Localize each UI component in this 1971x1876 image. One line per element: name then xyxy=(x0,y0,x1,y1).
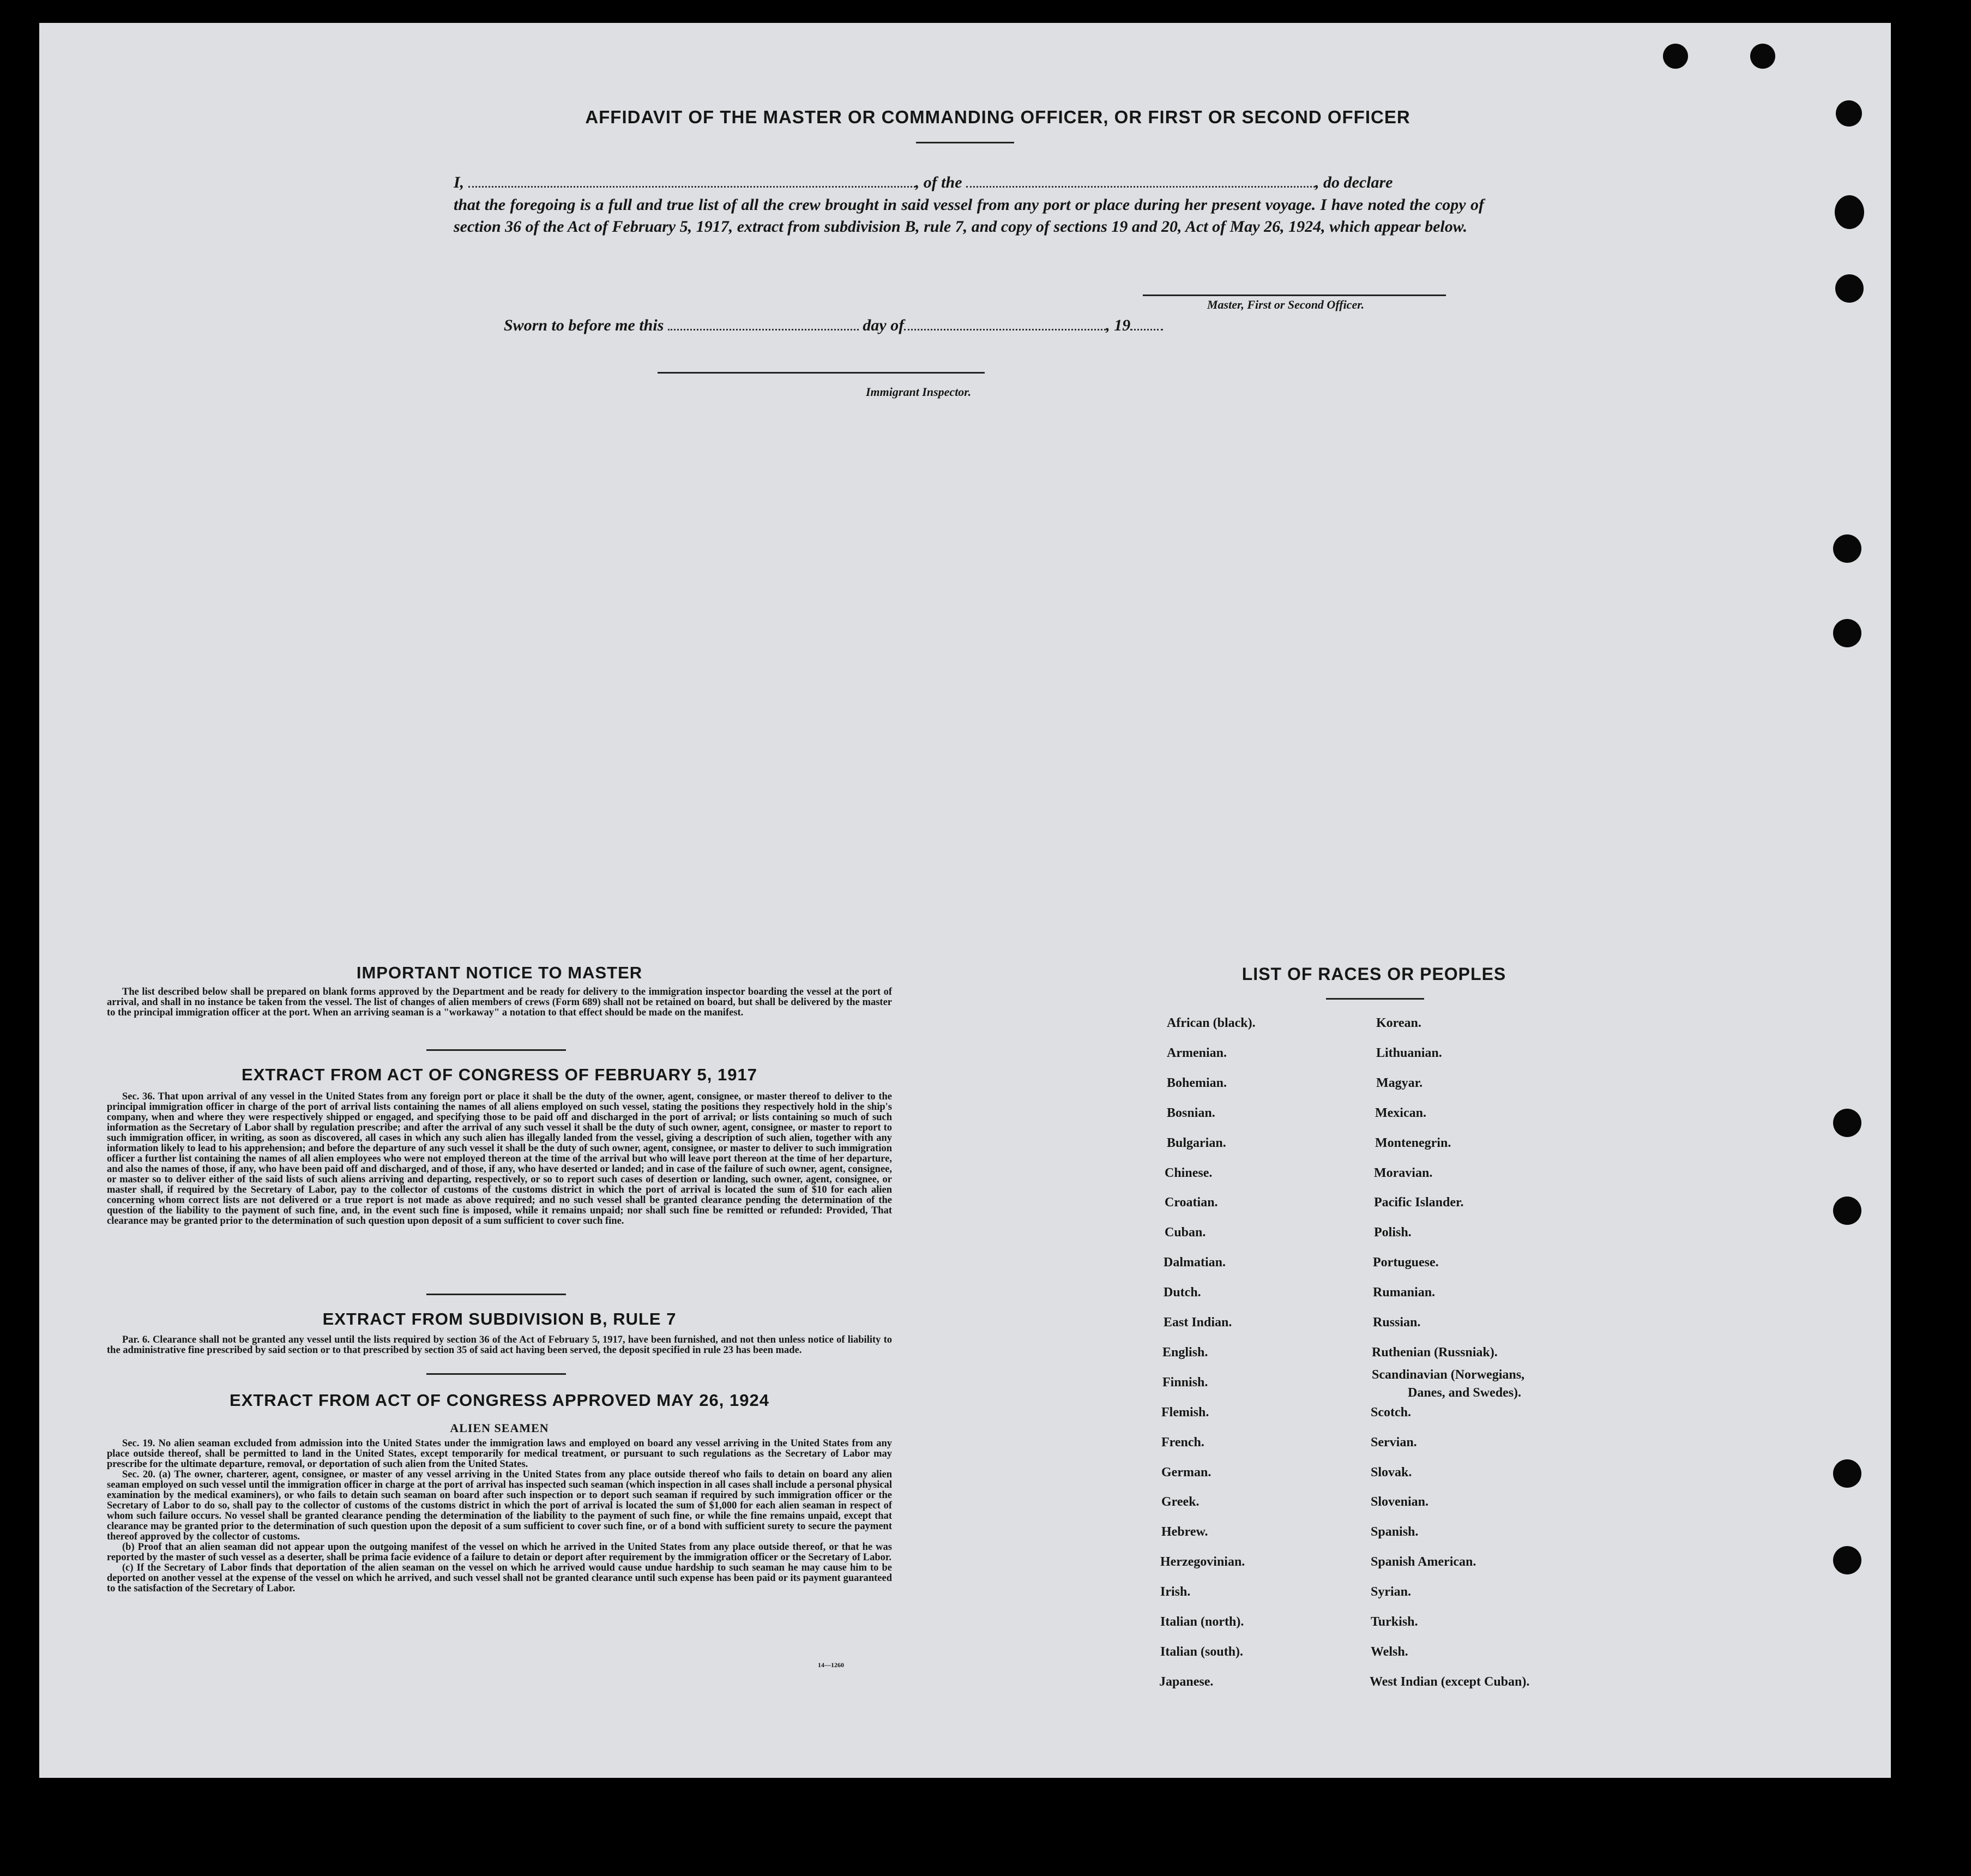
race-item: Portuguese. xyxy=(1373,1255,1439,1270)
race-item: Scotch. xyxy=(1371,1405,1411,1420)
race-item: African (black). xyxy=(1167,1016,1256,1030)
extract-1917-title: EXTRACT FROM ACT OF CONGRESS OF FEBRUARY 5, 1917 xyxy=(242,1065,757,1084)
sec-20c-paragraph: (c) If the Secretary of Labor finds that deportation of the alien seaman on the vessel on which he arrived would cause undue hardship to such seaman he may cause him to be deported on another vessel at the expense of the vessel on which he arrived, and such vessel shall not be granted clearance until such expense has been paid or its payment guaranteed to the satisfaction of the Secretary of Labor. xyxy=(107,1562,892,1594)
race-item: Dutch. xyxy=(1164,1285,1201,1300)
race-item: Welsh. xyxy=(1371,1644,1408,1659)
punch-hole xyxy=(1833,1459,1861,1488)
race-item: Finnish. xyxy=(1162,1375,1208,1390)
divider xyxy=(426,1294,566,1295)
affidavit-first-line xyxy=(454,173,1484,192)
form-number: 14—1260 xyxy=(818,1661,844,1669)
punch-hole xyxy=(1836,100,1862,127)
punch-hole xyxy=(1835,274,1864,303)
punch-hole xyxy=(1833,1546,1861,1574)
race-item: Korean. xyxy=(1376,1016,1421,1030)
master-signature-line[interactable] xyxy=(1143,294,1446,296)
punch-hole xyxy=(1835,195,1864,229)
race-item: Cuban. xyxy=(1165,1225,1206,1240)
race-item: Ruthenian (Russniak). xyxy=(1372,1345,1498,1360)
race-item: Danes, and Swedes). xyxy=(1408,1386,1522,1400)
vessel-blank[interactable] xyxy=(966,186,1315,188)
race-item: Armenian. xyxy=(1167,1045,1227,1060)
punch-hole xyxy=(1833,534,1861,563)
sec-20a-paragraph: Sec. 20. (a) The owner, charterer, agent, consignee, or master of any vessel arriving in the United States from any place outside thereof who fails to detain on board any alien seaman employed on such vessel until the immigration officer in charge at the port of arrival has inspected such seaman (which inspection in all cases shall include a personal physical examination by the medical examiners), or who fails to detain such seaman on board after such inspection or to deport such seaman if required by such immigration officer or the Secretary of Labor to do so, shall pay to the collector of customs of the customs district in which the port of arrival is located the sum of $1,000 for each alien seaman in respect of whom such failure occurs. No vessel shall be granted clearance pending the determination of the liability to the payment of such fine, or while the fine remains unpaid, except that clearance may be granted prior to the determination of such question upon the deposit of a sum sufficient to cover such fine, or of a bond with sufficient surety to secure the payment thereof approved by the collector of customs. xyxy=(107,1469,892,1542)
inspector-signature-line[interactable] xyxy=(658,372,985,374)
race-item: West Indian (except Cuban). xyxy=(1370,1674,1530,1689)
race-item: East Indian. xyxy=(1164,1315,1232,1330)
extract-1924-title: EXTRACT FROM ACT OF CONGRESS APPROVED MAY 26, 1924 xyxy=(230,1391,769,1410)
extract-rule7-title: EXTRACT FROM SUBDIVISION B, RULE 7 xyxy=(322,1309,677,1328)
sworn-day-blank[interactable] xyxy=(668,329,859,330)
race-item: Bulgarian. xyxy=(1167,1135,1226,1150)
punch-hole xyxy=(1750,44,1775,69)
race-item: Servian. xyxy=(1371,1435,1417,1450)
extract-1924-text xyxy=(107,1439,892,1594)
race-item: Mexican. xyxy=(1375,1105,1426,1120)
alien-seamen-subtitle: ALIEN SEAMEN xyxy=(450,1421,549,1435)
race-item: Japanese. xyxy=(1159,1674,1214,1689)
race-item: Moravian. xyxy=(1374,1165,1433,1180)
punch-hole xyxy=(1833,1196,1861,1225)
affidavit-title: AFFIDAVIT OF THE MASTER OR COMMANDING OFFICER, OR FIRST OR SECOND OFFICER xyxy=(585,107,1411,127)
race-item: Montenegrin. xyxy=(1375,1135,1451,1150)
divider xyxy=(426,1049,566,1051)
notice-text: The list described below shall be prepared on blank forms approved by the Department and be ready for delivery to the immigration inspector boarding the vessel at the port of arrival, and shall in no instance be taken from the vessel. The list of changes of alien members of crews (Form 689) shall not be retained on board, but shall be delivered by the master to the principal immigration officer at the port. When an arriving seaman is a "workaway" a notation to that effect should be made on the manifest. xyxy=(107,987,892,1018)
year-prefix-text: , 19 xyxy=(1106,316,1131,334)
race-item: Bosnian. xyxy=(1167,1105,1215,1120)
sworn-line xyxy=(504,316,1163,335)
sworn-year-blank[interactable] xyxy=(1130,329,1163,330)
divider xyxy=(916,142,1014,143)
race-item: Spanish. xyxy=(1371,1525,1419,1540)
race-item: Slovak. xyxy=(1371,1465,1412,1480)
of-the-text: , of the xyxy=(915,173,962,191)
divider xyxy=(426,1373,566,1375)
race-item: Chinese. xyxy=(1165,1165,1213,1180)
race-item: Slovenian. xyxy=(1371,1495,1429,1510)
master-caption: Master, First or Second Officer. xyxy=(1207,298,1365,311)
race-item: Flemish. xyxy=(1161,1405,1209,1420)
race-item: Spanish American. xyxy=(1371,1555,1476,1570)
race-item: English. xyxy=(1162,1345,1208,1360)
punch-hole xyxy=(1833,619,1861,647)
divider xyxy=(1326,998,1424,1000)
notice-title: IMPORTANT NOTICE TO MASTER xyxy=(356,963,643,982)
punch-hole xyxy=(1663,44,1688,69)
race-item: Turkish. xyxy=(1371,1615,1418,1629)
race-item: Syrian. xyxy=(1371,1585,1412,1600)
races-title: LIST OF RACES OR PEOPLES xyxy=(1241,964,1506,984)
race-item: Dalmatian. xyxy=(1164,1255,1226,1270)
race-item: Polish. xyxy=(1374,1225,1412,1240)
race-item: Hebrew. xyxy=(1161,1525,1208,1540)
do-declare-text: , do declare xyxy=(1315,173,1393,191)
race-item: Lithuanian. xyxy=(1376,1045,1442,1060)
race-item: Scandinavian (Norwegians, xyxy=(1372,1367,1525,1382)
race-item: Italian (north). xyxy=(1160,1615,1244,1629)
extract-rule7-text: Par. 6. Clearance shall not be granted any vessel until the lists required by section 36 of the Act of February 5, 1917, have been furnished, and not then unless notice of liability to the administrative fine prescribed by said section or to that prescribed by section 35 of said act having been served, the deposit specified in rule 23 has been made. xyxy=(107,1334,892,1356)
sworn-month-blank[interactable] xyxy=(904,329,1106,330)
race-item: Italian (south). xyxy=(1160,1644,1244,1659)
extract-1917-text: Sec. 36. That upon arrival of any vessel in the United States from any foreign port or place it shall be the duty of the owner, agent, consignee, or master thereof to deliver to the principal immigration officer in charge of the port of arrival lists containing the names of all aliens employed on such vessel, stating the positions they respectively hold in the ship's company, when and where they were respectively shipped or engaged, and specifying those to be paid off and discharged in the port of arrival; or lists containing so much of such information as the Secretary of Labor shall by regulation prescribe; and after the arrival of any such vessel it shall be the duty of such owner, agent, consignee, or master to report to such immigration officer, in writing, as soon as discovered, all cases in which any such alien has illegally landed from the vessel, giving a description of such alien, together with any information likely to lead to his apprehension; and before the departure of any such vessel it shall be the duty of such owner, agent, consignee, or master to deliver to such immigration officer a further list containing the names of all alien employees who were not employed thereon at the time of the arrival but who will leave port thereon at the time of her departure, and also the names of those, if any, who have been paid off and discharged, and of those, if any, who have deserted or landed; and in case of the failure of such owner, agent, consignee, or master so to deliver either of the said lists of such aliens arriving and departing, respectively, or so to report such cases of desertion or landing, such owner, agent, consignee, or master shall, if required by the Secretary of Labor, pay to the collector of customs of the customs district in which the port of arrival is located the sum of $10 for each alien concerning whom correct lists are not delivered or a true report is not made as above required; and no such vessel shall be granted clearance pending the determination of the question of the liability to the payment of such fine, and, in the event such fine is imposed, while it remains unpaid; nor shall such fine be remitted or refunded: Provided, That clearance may be granted prior to the determination of such question upon deposit of a sum sufficient to cover such fine. xyxy=(107,1091,892,1226)
declaration-text: that the foregoing is a full and true list of all the crew brought in said vessel from any port or place during her present voyage. I have noted the copy of section 36 of the Act of February 5, 1917, extract from subdivision B, rule 7, and copy of sections 19 and 20, Act of May 26, 1924, which appear below. xyxy=(454,196,1484,236)
race-item: Pacific Islander. xyxy=(1374,1195,1464,1210)
race-item: Croatian. xyxy=(1165,1195,1218,1210)
race-item: Bohemian. xyxy=(1167,1075,1227,1090)
pre-name-text: I, xyxy=(454,173,465,191)
race-item: French. xyxy=(1161,1435,1204,1450)
race-item: Rumanian. xyxy=(1373,1285,1436,1300)
race-item: Russian. xyxy=(1373,1315,1421,1330)
day-of-text: day of xyxy=(863,316,905,334)
race-item: Greek. xyxy=(1161,1495,1200,1510)
race-item: Herzegovinian. xyxy=(1160,1555,1245,1570)
sec-19-paragraph: Sec. 19. No alien seaman excluded from admission into the United States under the immigration laws and employed on board any vessel arriving in the United States from any place outside thereof, shall be permitted to land in the United States, except temporarily for medical treatment, or pursuant to such regulations as the Secretary of Labor may prescribe for the ultimate departure, removal, or deportation of such alien from the United States. xyxy=(107,1438,892,1470)
punch-hole xyxy=(1833,1109,1861,1137)
race-item: Irish. xyxy=(1160,1585,1191,1600)
name-blank[interactable] xyxy=(468,186,915,188)
sworn-text: Sworn to before me this xyxy=(504,316,664,334)
race-item: German. xyxy=(1161,1465,1211,1480)
sec-20b-paragraph: (b) Proof that an alien seaman did not appear upon the outgoing manifest of the vessel on which he arrived in the United States from any place outside thereof, or that he was reported by the master of such vessel as a deserter, shall be prima facie evidence of a failure to detain or deport after requirement by the immigration officer or the Secretary of Labor. xyxy=(107,1542,892,1563)
race-item: Magyar. xyxy=(1376,1075,1423,1090)
inspector-caption: Immigrant Inspector. xyxy=(866,385,972,399)
